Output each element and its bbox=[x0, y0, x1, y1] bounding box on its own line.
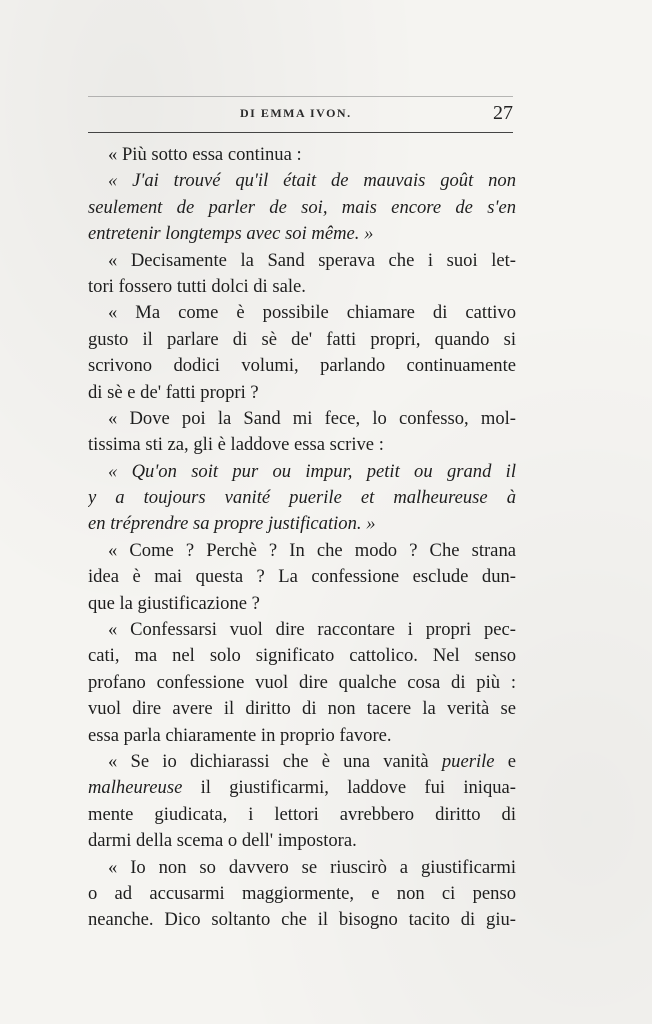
text-line: profano confessione vuol dire qualche cosa di più : bbox=[88, 671, 516, 693]
text-fragment: « Se io dichiarassi che è una vanità bbox=[108, 750, 442, 772]
header-top-rule bbox=[88, 96, 513, 97]
text-line: gusto il parlare di sè de' fatti propri, quando si bbox=[88, 328, 516, 350]
running-title: DI EMMA IVON. bbox=[240, 106, 352, 120]
text-line: « Dove poi la Sand mi fece, lo confesso, mol- bbox=[108, 407, 516, 429]
text-line: darmi della scema o dell' impostora. bbox=[88, 830, 357, 852]
text-line bbox=[88, 749, 516, 775]
text-line: neanche. Dico soltanto che il bisogno tacito di giu- bbox=[88, 909, 516, 931]
text-line: cati, ma nel solo significato cattolico. Nel senso bbox=[88, 645, 516, 667]
text-line: que la giustificazione ? bbox=[88, 592, 260, 614]
text-line: entretenir longtemps avec soi même. » bbox=[88, 223, 374, 245]
text-line: seulement de parler de soi, mais encore de s'en bbox=[88, 196, 516, 218]
text-fragment: il giustificarmi, laddove fui iniqua- bbox=[182, 777, 516, 799]
page-number: 27 bbox=[493, 102, 513, 124]
text-line: « Più sotto essa continua : bbox=[108, 144, 302, 165]
text-line: vuol dire avere il diritto di non tacere la verità se bbox=[88, 698, 516, 720]
text-fragment: e bbox=[494, 750, 516, 772]
text-line: di sè e de' fatti propri ? bbox=[88, 381, 259, 403]
text-line: « Confessarsi vuol dire raccontare i propri pec- bbox=[108, 619, 516, 641]
text-line: idea è mai questa ? La confessione esclude dun- bbox=[88, 566, 516, 588]
text-line: « Ma come è possibile chiamare di cattivo bbox=[108, 302, 516, 324]
text-line: y a toujours vanité puerile et malheureuse à bbox=[88, 487, 516, 509]
text-line: « J'ai trouvé qu'il était de mauvais goût non bbox=[108, 170, 516, 192]
text-line: tori fossero tutti dolci di sale. bbox=[88, 275, 306, 297]
text-line: o ad accusarmi maggiormente, e non ci penso bbox=[88, 882, 516, 904]
text-line: « Qu'on soit pur ou impur, petit ou grand il bbox=[108, 460, 516, 482]
text-line: « Decisamente la Sand sperava che i suoi let- bbox=[108, 249, 516, 271]
text-line: « Io non so davvero se riuscirò a giustificarmi bbox=[108, 856, 516, 878]
text-line: scrivono dodici volumi, parlando continuamente bbox=[88, 355, 516, 377]
body-text bbox=[88, 142, 516, 934]
text-line: « Come ? Perchè ? In che modo ? Che strana bbox=[108, 539, 516, 561]
text-line: en tréprendre sa propre justification. » bbox=[88, 513, 376, 535]
text-line bbox=[88, 775, 516, 801]
header-rule bbox=[88, 132, 513, 133]
page-header bbox=[88, 96, 513, 132]
text-line: tissima sti za, gli è laddove essa scrive : bbox=[88, 434, 384, 456]
text-fragment-italic: malheureuse bbox=[88, 777, 183, 799]
text-line: essa parla chiaramente in proprio favore. bbox=[88, 724, 392, 746]
text-line: mente giudicata, i lettori avrebbero diritto di bbox=[88, 803, 516, 825]
text-fragment-italic: puerile bbox=[441, 750, 495, 772]
